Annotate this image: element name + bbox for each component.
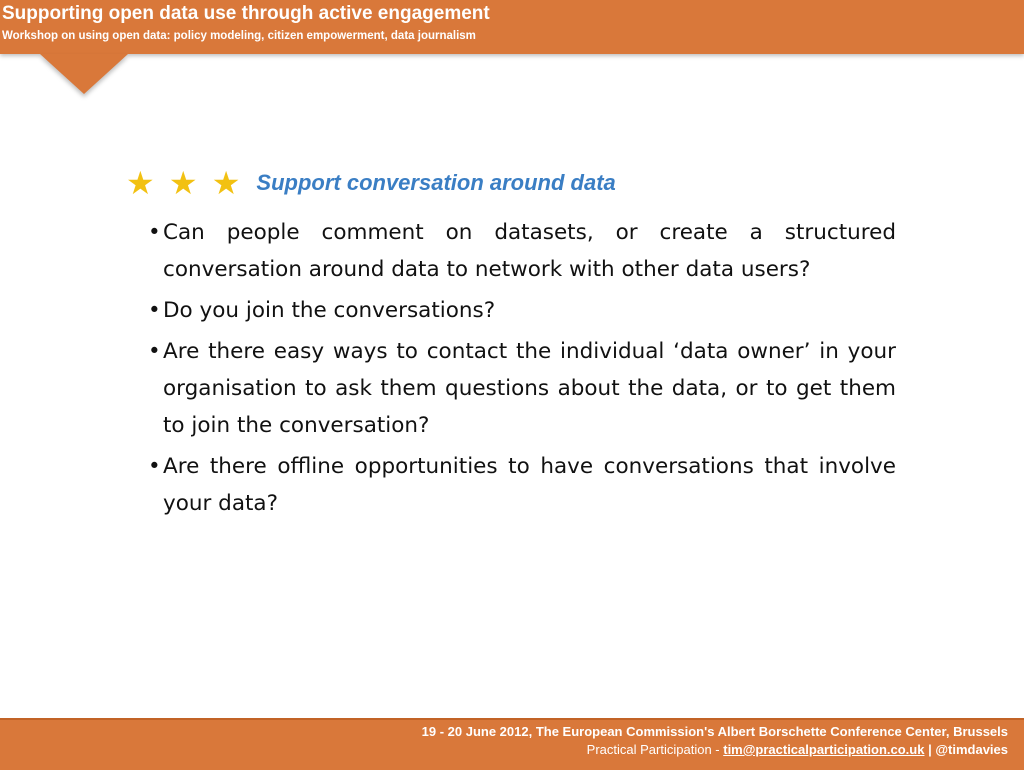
section-heading: Support conversation around data bbox=[256, 170, 616, 195]
bullet-item: • Do you join the conversations? bbox=[148, 292, 896, 329]
bullet-list bbox=[148, 214, 896, 526]
bullet-item: • Are there offline opportunities to have conversations that involve your data? bbox=[148, 448, 896, 522]
footer-twitter-handle: @timdavies bbox=[935, 742, 1008, 757]
star-rating-icon: ★ ★ ★ bbox=[126, 164, 243, 202]
footer-org: Practical Participation - bbox=[586, 742, 724, 757]
footer-email-link[interactable]: tim@practicalparticipation.co.uk bbox=[723, 742, 925, 757]
footer-contact bbox=[587, 742, 1008, 757]
slide-subtitle: Workshop on using open data: policy modeling, citizen empowerment, data journalism bbox=[2, 30, 476, 42]
bullet-item: • Can people comment on datasets, or create a structured conversation around data to network with other data users? bbox=[148, 214, 896, 288]
section-heading-row bbox=[126, 163, 616, 203]
slide-title: Supporting open data use through active engagement bbox=[2, 3, 490, 24]
footer-separator: | bbox=[924, 742, 936, 757]
footer-event-text: 19 - 20 June 2012, The European Commission's Albert Borschette Conference Center, Brussels bbox=[421, 724, 1008, 739]
bullet-item: • Are there easy ways to contact the individual ‘data owner’ in your organisation to ask them questions about the data, or to get them to join the conversation? bbox=[148, 333, 896, 444]
